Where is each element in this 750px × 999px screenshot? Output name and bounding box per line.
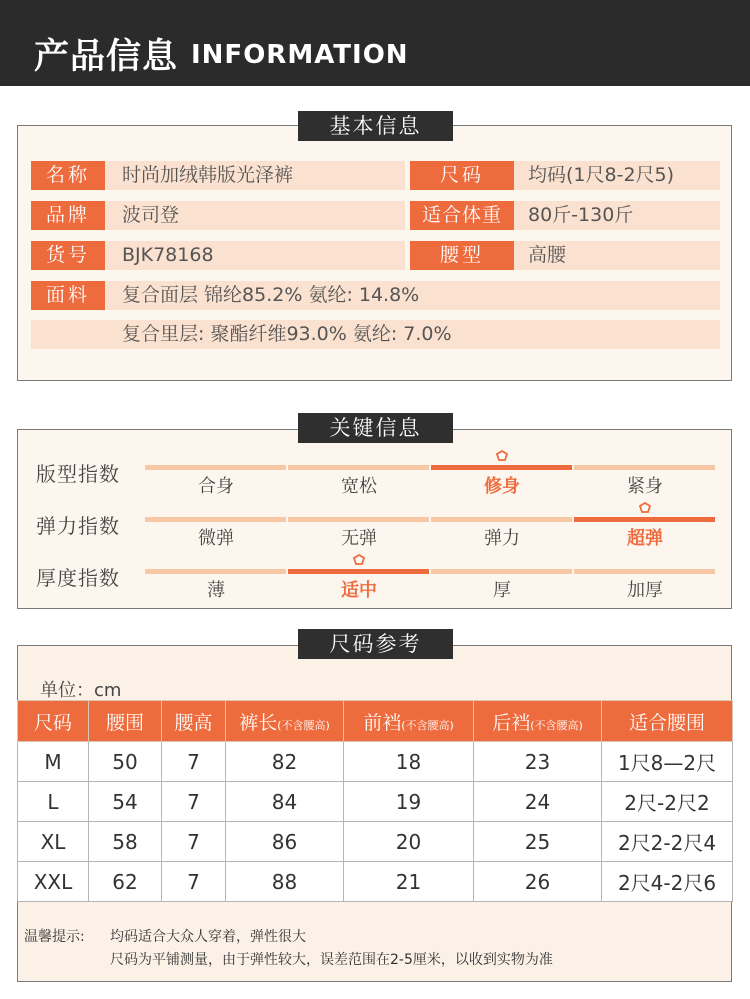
- size-header-cell: 裤长(不含腰高): [226, 701, 344, 742]
- index-segment-selected: [431, 465, 572, 470]
- size-header-cell: 后裆(不含腰高): [474, 701, 602, 742]
- size-header-cell: 尺码: [18, 701, 89, 742]
- table-cell: M: [18, 742, 89, 782]
- header-bar: [0, 0, 750, 86]
- size-value: 均码(1尺8-2尺5): [528, 164, 675, 186]
- fit-weight-label: 适合体重: [410, 201, 514, 230]
- table-cell: 82: [226, 742, 344, 782]
- index-segment: [574, 569, 715, 574]
- table-cell: 1尺8—2尺: [602, 742, 733, 782]
- index-segment: [288, 517, 429, 522]
- index-segment: [145, 517, 286, 522]
- index-option: 紧身: [627, 476, 663, 497]
- table-cell: 84: [226, 782, 344, 822]
- size-label: 尺码: [410, 161, 514, 190]
- index-segment: [431, 569, 572, 574]
- marker-pin-icon: [639, 502, 651, 514]
- index-option: 微弹: [198, 528, 234, 549]
- table-cell: 23: [474, 742, 602, 782]
- table-cell: 7: [162, 862, 226, 902]
- table-cell: 88: [226, 862, 344, 902]
- size-ref-title: 尺码参考: [298, 629, 453, 659]
- waist-type-value: 高腰: [528, 244, 567, 266]
- index-option: 加厚: [627, 580, 663, 601]
- fit-weight-value: 80斤-130斤: [528, 204, 634, 226]
- index-label: 版型指数: [36, 462, 120, 486]
- index-option: 适中: [341, 580, 377, 601]
- table-row: [18, 822, 733, 862]
- header-note: (不含腰高): [401, 718, 454, 732]
- header-note: (不含腰高): [277, 718, 330, 732]
- table-cell: 21: [344, 862, 474, 902]
- index-option: 修身: [484, 476, 520, 497]
- name-label: 名称: [31, 161, 105, 190]
- table-cell: 58: [89, 822, 162, 862]
- item-no-label: 货号: [31, 241, 105, 270]
- table-row: [18, 742, 733, 782]
- header-title-en: INFORMATION: [191, 40, 409, 70]
- size-table-header: [18, 701, 733, 742]
- header-note: (不含腰高): [530, 718, 583, 732]
- index-segment: [288, 465, 429, 470]
- size-table: [17, 700, 733, 902]
- table-cell: 7: [162, 742, 226, 782]
- basic-info-title: 基本信息: [298, 111, 453, 141]
- index-segment: [574, 465, 715, 470]
- index-segment: [145, 569, 286, 574]
- table-cell: 2尺-2尺2: [602, 782, 733, 822]
- table-row: [18, 782, 733, 822]
- size-header-cell: 腰围: [89, 701, 162, 742]
- index-segment: [145, 465, 286, 470]
- table-cell: 62: [89, 862, 162, 902]
- fabric-line-1: 复合面层 锦纶85.2% 氨纶: 14.8%: [122, 284, 420, 306]
- marker-pin-icon: [496, 450, 508, 462]
- table-cell: 7: [162, 782, 226, 822]
- name-value: 时尚加绒韩版光泽裤: [122, 164, 294, 186]
- table-row: [18, 862, 733, 902]
- index-option: 厚: [493, 580, 511, 601]
- index-segment: [431, 517, 572, 522]
- table-cell: 25: [474, 822, 602, 862]
- index-option: 薄: [207, 580, 225, 601]
- table-cell: 86: [226, 822, 344, 862]
- index-option: 宽松: [341, 476, 377, 497]
- table-cell: XXL: [18, 862, 89, 902]
- table-cell: L: [18, 782, 89, 822]
- index-option: 合身: [198, 476, 234, 497]
- table-cell: 2尺2-2尺4: [602, 822, 733, 862]
- fabric-line-2: 复合里层: 聚酯纤维93.0% 氨纶: 7.0%: [122, 323, 452, 345]
- table-cell: 18: [344, 742, 474, 782]
- tip-line-2: 尺码为平铺测量，由于弹性较大，误差范围在2-5厘米，以收到实物为准: [110, 952, 553, 968]
- brand-label: 品牌: [31, 201, 105, 230]
- table-cell: 24: [474, 782, 602, 822]
- table-cell: 26: [474, 862, 602, 902]
- item-no-value: BJK78168: [122, 244, 214, 266]
- table-cell: XL: [18, 822, 89, 862]
- index-option: 弹力: [484, 528, 520, 549]
- index-label: 弹力指数: [36, 514, 120, 538]
- fabric-label: 面料: [31, 281, 105, 310]
- table-cell: 2尺4-2尺6: [602, 862, 733, 902]
- size-header-cell: 适合腰围: [602, 701, 733, 742]
- tip-line-1: 均码适合大众人穿着，弹性很大: [110, 929, 306, 945]
- marker-pin-icon: [353, 554, 365, 566]
- index-label: 厚度指数: [36, 566, 120, 590]
- table-cell: 50: [89, 742, 162, 782]
- index-option: 无弹: [341, 528, 377, 549]
- tip-label: 温馨提示:: [24, 929, 85, 945]
- index-option: 超弹: [627, 528, 663, 549]
- brand-value: 波司登: [122, 204, 180, 226]
- size-table-body: [18, 742, 733, 902]
- size-header-cell: 前裆(不含腰高): [344, 701, 474, 742]
- index-segment-selected: [288, 569, 429, 574]
- table-cell: 20: [344, 822, 474, 862]
- index-segment-selected: [574, 517, 715, 522]
- header-title-zh: 产品信息: [34, 37, 179, 77]
- table-cell: 19: [344, 782, 474, 822]
- waist-type-label: 腰型: [410, 241, 514, 270]
- unit-label: 单位：cm: [40, 680, 122, 701]
- size-header-cell: 腰高: [162, 701, 226, 742]
- table-cell: 7: [162, 822, 226, 862]
- table-cell: 54: [89, 782, 162, 822]
- key-info-title: 关键信息: [298, 413, 453, 443]
